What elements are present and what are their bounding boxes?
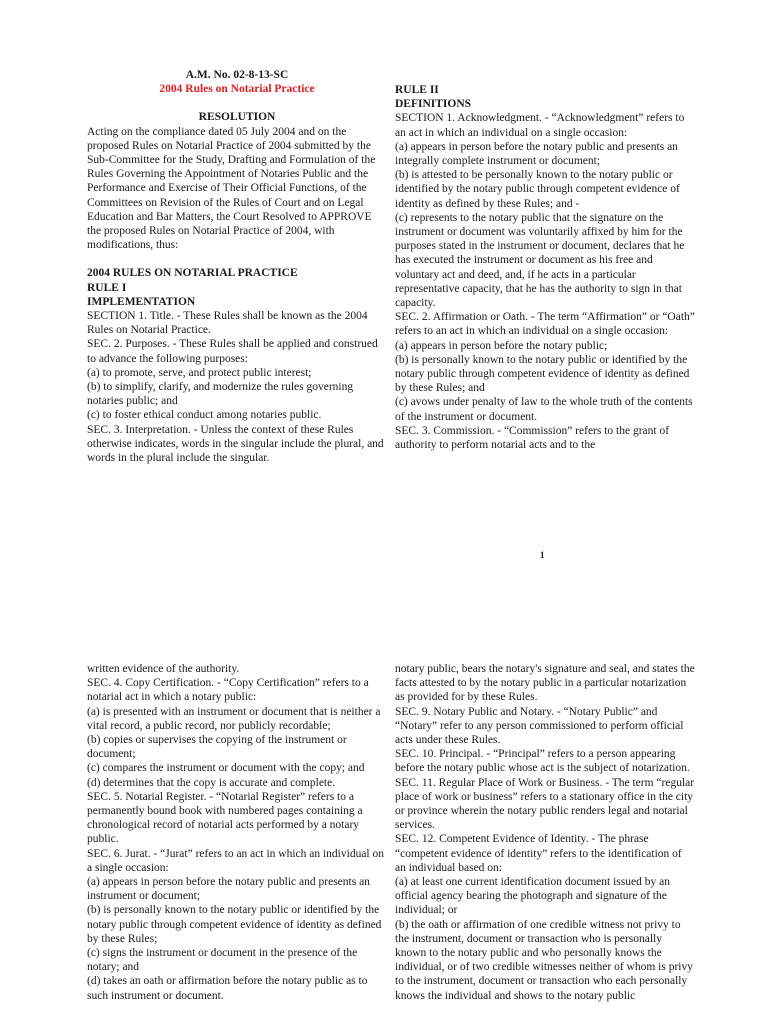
rules-heading: 2004 RULES ON NOTARIAL PRACTICE bbox=[87, 267, 298, 280]
paragraph: (c) represents to the notary public that the signature on the instrument or document was voluntarily affixed by him for the purposes stated in the instrument or document, declares that he has executed the instrument or document as his free and voluntary act and deed, and, if he acts in a particular representative capacity, that he has the authority to sign in that capacity. bbox=[395, 211, 685, 310]
paragraph: (c) signs the instrument or document in the presence of the notary; and bbox=[87, 947, 358, 974]
paragraph: (a) to promote, serve, and protect public interest; bbox=[87, 366, 312, 379]
paragraph: SEC. 9. Notary Public and Notary. - “Notary Public” and “Notary” refer to any person commissioned to perform official acts under these Rules. bbox=[395, 705, 684, 747]
paragraph: (b) is personally known to the notary public or identified by the notary public through competent evidence of identity as defined by these Rules; bbox=[87, 904, 382, 945]
right-column bbox=[395, 83, 695, 452]
rule-1-heading: RULE I bbox=[87, 281, 127, 294]
paragraph: SECTION 1. Acknowledgment. - “Acknowledgment” refers to an act in which an individual on a single occasion: bbox=[395, 112, 685, 139]
paragraph: (c) compares the instrument or document with the copy; and bbox=[87, 762, 365, 775]
paragraph: (a) is presented with an instrument or document that is neither a vital record, a public record, nor publicly recordable; bbox=[87, 705, 381, 732]
paragraph: SEC. 6. Jurat. - “Jurat” refers to an act in which an individual on a single occasion: bbox=[87, 847, 385, 874]
rule-2-heading: RULE II bbox=[395, 84, 439, 96]
paragraph: SEC. 4. Copy Certification. - “Copy Certification” refers to a notarial act in which a notary public: bbox=[87, 677, 369, 704]
paragraph: written evidence of the authority. bbox=[87, 663, 240, 675]
left-column bbox=[87, 68, 387, 465]
rule-1-subheading: IMPLEMENTATION bbox=[87, 295, 196, 308]
paragraph: SEC. 5. Notarial Register. - “Notarial Register” refers to a permanently bound book with numbered pages containing a chronological record of notarial acts performed by a notary public. bbox=[87, 790, 363, 846]
paragraph: (c) to foster ethical conduct among notaries public. bbox=[87, 409, 322, 422]
resolution-paragraph: Acting on the compliance dated 05 July 2004 and on the proposed Rules on Notarial Practice of 2004 submitted by the Sub-Committee for the Study, Drafting and Formulation of the Rules Governing the Appointment of Notaries Public and the Performance and Exercise of Their Official Functions, of the Committees on Revision of the Rules of Court and on Legal Education and Bar Matters, the Court Resolved to APPROVE the proposed Rules on Notarial Practice of 2004, with modifications, thus: bbox=[87, 125, 376, 252]
paragraph: (b) is attested to be personally known to the notary public or identified by the notary public through competent evidence of identity as defined by these Rules; and - bbox=[395, 169, 680, 210]
page-number: 1 bbox=[540, 550, 545, 560]
paragraph: SEC. 2. Purposes. - These Rules shall be applied and construed to advance the following purposes: bbox=[87, 338, 378, 365]
document-title: 2004 Rules on Notarial Practice bbox=[159, 83, 315, 96]
paragraph: (a) appears in person before the notary public; bbox=[395, 339, 608, 352]
paragraph: (d) determines that the copy is accurate and complete. bbox=[87, 776, 336, 789]
paragraph: SECTION 1. Title. - These Rules shall be known as the 2004 Rules on Notarial Practice. bbox=[87, 310, 368, 337]
paragraph: (b) copies or supervises the copying of the instrument or document; bbox=[87, 734, 347, 761]
paragraph: notary public, bears the notary's signature and seal, and states the facts attested to by the notary public in a particular notarization as provided for by these Rules. bbox=[395, 663, 695, 704]
paragraph: SEC. 3. Commission. - “Commission” refers to the grant of authority to perform notarial acts and to the bbox=[395, 424, 670, 452]
case-number: A.M. No. 02-8-13-SC bbox=[185, 69, 289, 81]
paragraph: SEC. 12. Competent Evidence of Identity. - The phrase “competent evidence of identity” refers to the identification of an individual based on: bbox=[395, 833, 682, 874]
paragraph: (d) takes an oath or affirmation before the notary public as to such instrument or document. bbox=[87, 975, 368, 1002]
paragraph: (a) appears in person before the notary public and presents an integrally complete instrument or document; bbox=[395, 140, 678, 168]
paragraph: (a) appears in person before the notary public and presents an instrument or document; bbox=[87, 876, 370, 903]
paragraph: (a) at least one current identification document issued by an official agency bearing the photograph and signature of the individual; or bbox=[395, 876, 670, 917]
right-column bbox=[395, 662, 695, 1003]
paragraph: SEC. 10. Principal. - “Principal” refers to a person appearing before the notary public whose act is the subject of notarization. bbox=[395, 748, 690, 775]
paragraph: (b) is personally known to the notary public or identified by the notary public through competent evidence of identity as defined by these Rules; and bbox=[395, 353, 690, 395]
paragraph: (b) to simplify, clarify, and modernize the rules governing notaries public; and bbox=[87, 381, 354, 408]
left-column bbox=[87, 662, 387, 1003]
paragraph: (c) avows under penalty of law to the whole truth of the contents of the instrument or document. bbox=[395, 396, 693, 423]
paragraph: SEC. 2. Affirmation or Oath. - The term “Affirmation” or “Oath” refers to an act in which an individual on a single occasion: bbox=[395, 311, 695, 338]
document-page-2 bbox=[0, 640, 768, 1024]
rule-2-subheading: DEFINITIONS bbox=[395, 98, 472, 111]
paragraph: SEC. 3. Interpretation. - Unless the context of these Rules otherwise indicates, words in the singular include the plural, and words in the plural include the singular. bbox=[87, 423, 384, 465]
resolution-heading: RESOLUTION bbox=[198, 111, 276, 124]
paragraph: SEC. 11. Regular Place of Work or Business. - The term “regular place of work or business” refers to a stationary office in the city or province wherein the notary public renders legal and notarial services. bbox=[395, 776, 695, 832]
paragraph: (b) the oath or affirmation of one credible witness not privy to the instrument, document or transaction who is personally known to the notary public and who personally knows the individual, or of two credible witnesses neither of whom is privy to the instrument, document or transaction who each personally knows the individual and shows to the notary public bbox=[395, 918, 693, 1002]
